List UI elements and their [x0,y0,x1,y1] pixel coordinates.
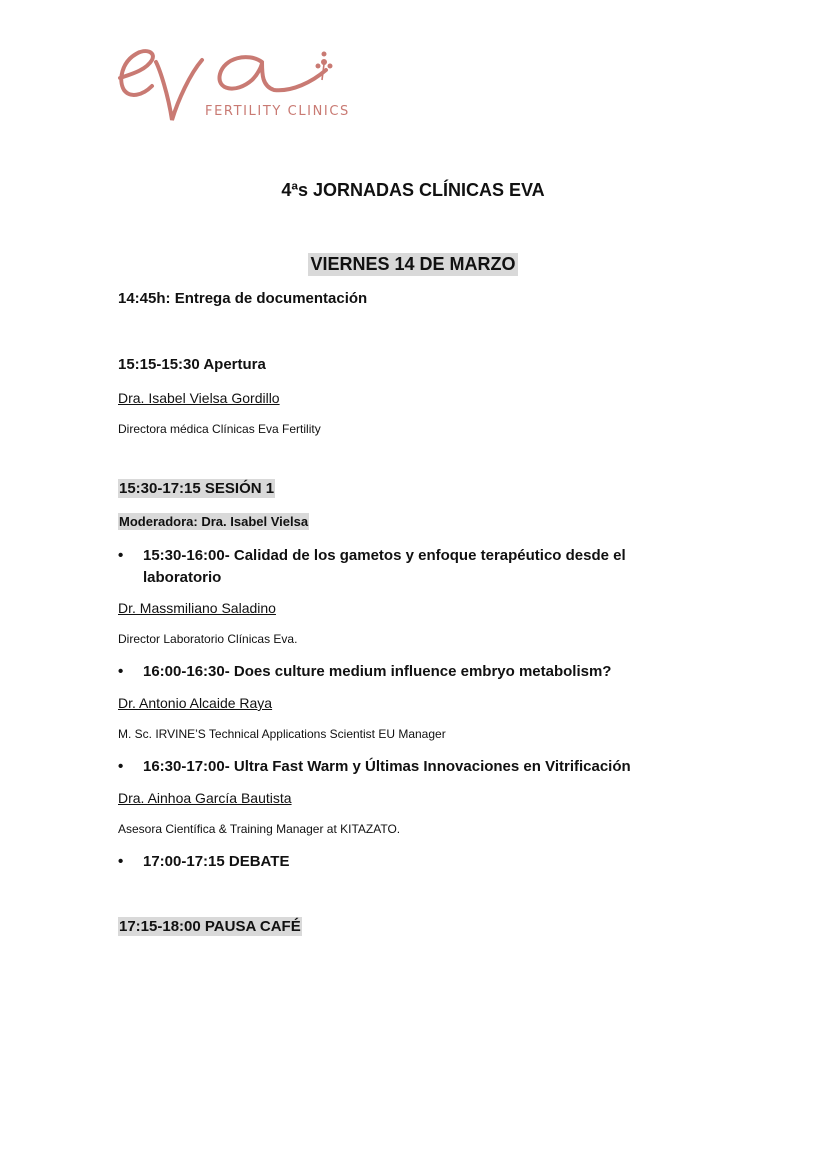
talk-speaker-role: Asesora Científica & Training Manager at KITAZATO. [118,822,401,836]
bullet-marker: • [118,853,124,870]
talk-item [118,661,678,683]
session-title-text: 15:30-17:15 SESIÓN 1 [119,480,275,497]
bullet-marker: • [118,758,124,775]
talk-title: 16:00-16:30- Does culture medium influence embryo metabolism? [143,663,612,680]
coffee-break [118,918,302,935]
clinic-logo [112,40,352,130]
page-title: 4ªs JORNADAS CLÍNICAS EVA [281,180,545,200]
opening-title: 15:15-15:30 Apertura [118,356,266,373]
bullet-marker: • [118,663,124,680]
talk-item [118,756,678,778]
session-moderator [118,513,309,531]
session-moderator-text: Moderadora: Dra. Isabel Vielsa [119,514,309,529]
opening-speaker: Dra. Isabel Vielsa Gordillo [118,390,280,406]
talk-item [118,851,678,873]
day-heading-text: VIERNES 14 DE MARZO [310,254,516,274]
session-title [118,480,275,497]
talk-speaker: Dra. Ainhoa García Bautista [118,790,292,806]
talk-title: 17:00-17:15 DEBATE [143,853,290,870]
coffee-break-text: 17:15-18:00 PAUSA CAFÉ [119,918,301,935]
talk-title: 16:30-17:00- Ultra Fast Warm y Últimas Innovaciones en Vitrificación [143,758,631,775]
talk-speaker: Dr. Antonio Alcaide Raya [118,695,273,711]
logo-subtitle: FERTILITY CLINICS [205,104,350,119]
talk-speaker: Dr. Massmiliano Saladino [118,600,276,616]
talk-item [118,545,678,589]
day-heading [0,253,826,276]
talk-speaker-role: Director Laboratorio Clínicas Eva. [118,632,298,646]
registration-item: 14:45h: Entrega de documentación [118,290,368,307]
opening-role: Directora médica Clínicas Eva Fertility [118,422,321,436]
talk-title: 15:30-16:00- Calidad de los gametos y enfoque terapéutico desde el laboratorio [143,547,626,586]
bullet-marker: • [118,547,124,564]
talk-speaker-role: M. Sc. IRVINE’S Technical Applications Scientist EU Manager [118,727,446,741]
